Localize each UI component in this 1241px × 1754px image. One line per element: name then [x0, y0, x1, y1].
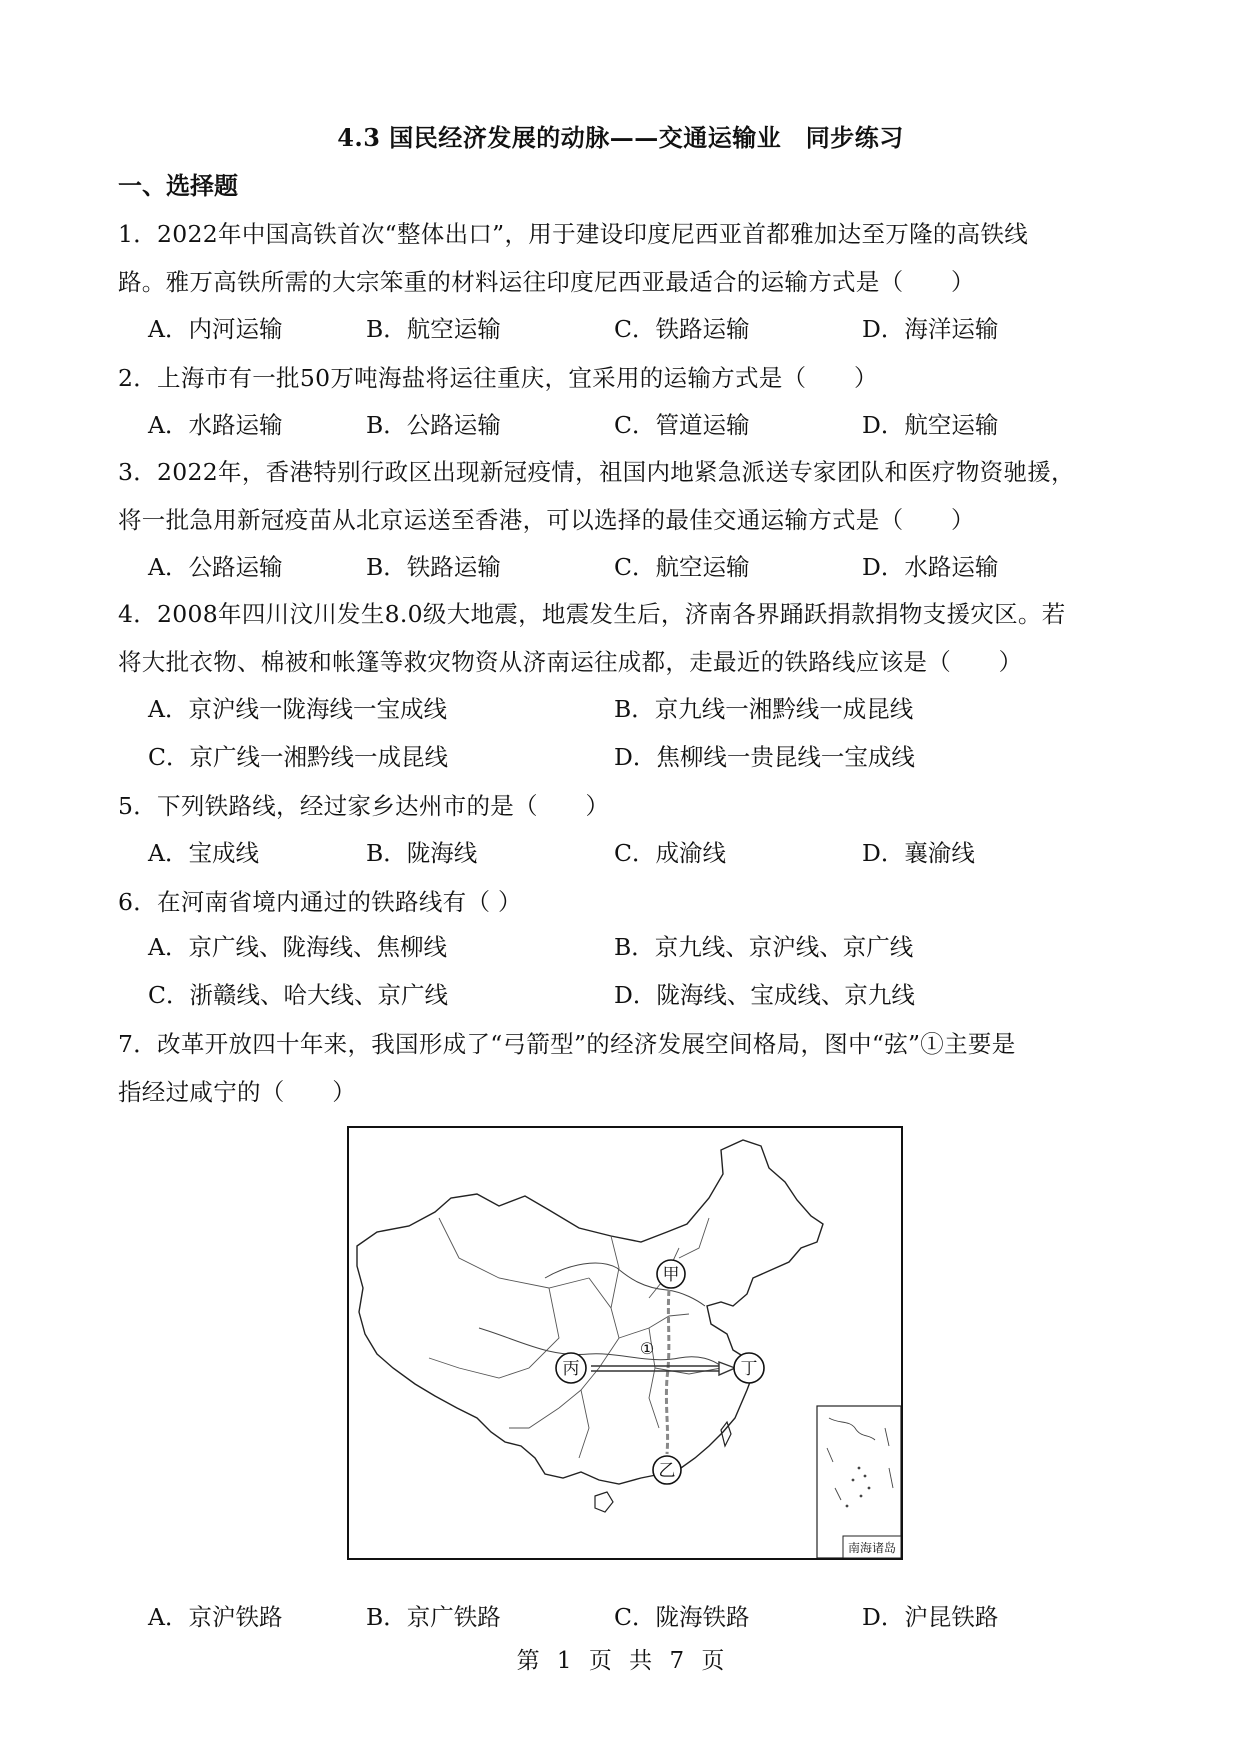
q1-option-b: B．航空运输: [366, 315, 501, 343]
q3-option-c: C．航空运输: [614, 553, 750, 581]
question-1-line-1: 1．2022年中国高铁首次“整体出口”，用于建设印度尼西亚首都雅加达至万隆的高铁线: [118, 220, 1029, 248]
q3-option-a: A．公路运输: [148, 553, 283, 581]
arrow-head: [719, 1362, 735, 1375]
question-2-stem: [118, 354, 1128, 402]
q4-option-c: C．京广线一湘黔线一成昆线: [148, 743, 448, 771]
question-5-line-1: 5．下列铁路线，经过家乡达州市的是（ ）: [118, 792, 610, 820]
q2-option-c: C．管道运输: [614, 411, 750, 439]
q7-option-d: D．沪昆铁路: [862, 1603, 999, 1631]
q5-option-c: C．成渝线: [614, 839, 726, 867]
question-7-line-2: 指经过咸宁的（ ）: [118, 1078, 356, 1106]
question-3-stem: [118, 448, 1128, 544]
question-5-stem: [118, 782, 1128, 830]
q6-option-b: B．京九线、京沪线、京广线: [614, 933, 914, 961]
question-4-line-2: 将大批衣物、棉被和帐篷等救灾物资从济南运往成都，走最近的铁路线应该是（ ）: [118, 648, 1023, 676]
q7-option-c: C．陇海铁路: [614, 1603, 750, 1631]
q3-option-b: B．铁路运输: [366, 553, 501, 581]
q5-option-a: A．宝成线: [148, 839, 259, 867]
china-map-figure: [347, 1126, 903, 1560]
label-bing: 丙: [562, 1359, 580, 1379]
q3-option-d: D．水路运输: [862, 553, 999, 581]
question-3-line-2: 将一批急用新冠疫苗从北京运送至香港，可以选择的最佳交通运输方式是（ ）: [118, 506, 975, 534]
question-3-line-1: 3．2022年，香港特别行政区出现新冠疫情，祖国内地紧急派送专家团队和医疗物资驰援，: [118, 458, 1075, 486]
question-1-stem: [118, 210, 1128, 306]
q1-option-d: D．海洋运输: [862, 315, 999, 343]
q6-option-c: C．浙赣线、哈大线、京广线: [148, 981, 448, 1009]
taiwan-island: [721, 1422, 731, 1446]
section-heading: 一、选择题: [118, 171, 238, 200]
question-1-line-2: 路。雅万高铁所需的大宗笨重的材料运往印度尼西亚最适合的运输方式是（ ）: [118, 268, 975, 296]
question-7-stem: [118, 1020, 1128, 1116]
question-2-line-1: 2．上海市有一批50万吨海盐将运往重庆，宜采用的运输方式是（ ）: [118, 364, 878, 392]
label-jia: 甲: [662, 1265, 680, 1285]
page-footer: 第 1 页 共 7 页: [516, 1648, 725, 1674]
q4-option-d: D．焦柳线一贵昆线一宝成线: [614, 743, 915, 771]
inset-box: [817, 1406, 901, 1558]
china-outline: [357, 1140, 823, 1484]
q2-option-d: D．航空运输: [862, 411, 999, 439]
question-4-line-1: 4．2008年四川汶川发生8.0级大地震，地震发生后，济南各界踊跃捐款捐物支援灾区。若: [118, 600, 1066, 628]
hainan-island: [595, 1492, 613, 1512]
question-7-line-1: 7．改革开放四十年来，我国形成了“弓箭型”的经济发展空间格局，图中“弦”①主要是: [118, 1030, 1016, 1058]
q5-option-d: D．襄渝线: [862, 839, 975, 867]
question-6-stem: [118, 878, 1128, 926]
q1-option-a: A．内河运输: [148, 315, 283, 343]
label-one: ①: [639, 1339, 655, 1358]
q2-option-b: B．公路运输: [366, 411, 501, 439]
label-yi: 乙: [658, 1461, 676, 1481]
q1-option-c: C．铁路运输: [614, 315, 750, 343]
q6-option-d: D．陇海线、宝成线、京九线: [614, 981, 915, 1009]
q7-option-b: B．京广铁路: [366, 1603, 501, 1631]
label-ding: 丁: [740, 1359, 758, 1379]
q7-option-a: A．京沪铁路: [148, 1603, 283, 1631]
q5-option-b: B．陇海线: [366, 839, 478, 867]
q2-option-a: A．水路运输: [148, 411, 283, 439]
inset-label: 南海诸岛: [847, 1541, 897, 1555]
rail-line-jia-yi: [666, 1290, 669, 1454]
question-4-stem: [118, 590, 1128, 686]
q4-option-b: B．京九线一湘黔线一成昆线: [614, 695, 914, 723]
q6-option-a: A．京广线、陇海线、焦柳线: [148, 933, 447, 961]
q4-option-a: A．京沪线一陇海线一宝成线: [148, 695, 447, 723]
question-6-line-1: 6．在河南省境内通过的铁路线有（ ）: [118, 888, 522, 916]
page-title: 4.3 国民经济发展的动脉——交通运输业 同步练习: [337, 123, 904, 152]
china-map-svg: [349, 1128, 901, 1558]
